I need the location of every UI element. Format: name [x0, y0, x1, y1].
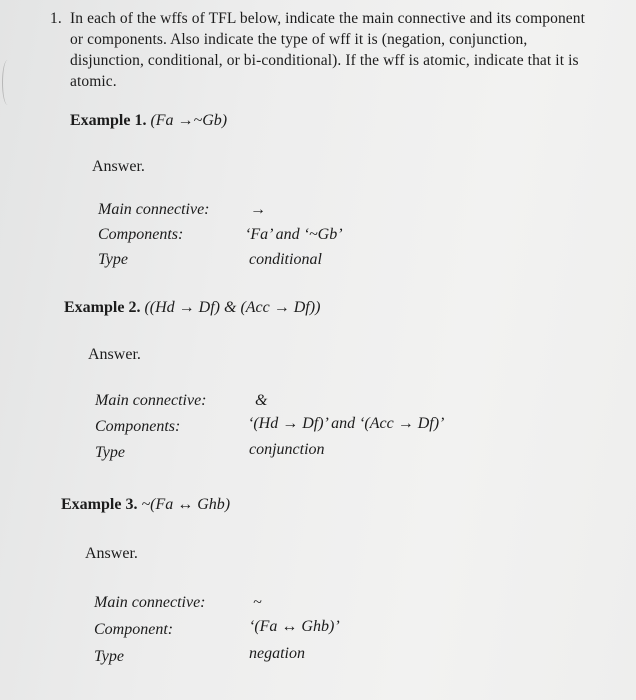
example-2-wff: ((Hd → Df) & (Acc → Df)) — [144, 299, 321, 316]
example-1-type-value: conditional — [249, 251, 322, 268]
example-1-type-label: Type — [98, 251, 128, 268]
question-number: 1. — [50, 10, 62, 27]
example-1-main-connective-value: → — [250, 201, 266, 218]
margin-pencil-mark — [2, 60, 13, 105]
example-2-type-label: Type — [95, 444, 125, 461]
example-3-component-label: Component: — [94, 621, 174, 638]
example-3-label: Example 3. — [61, 496, 138, 513]
example-3-title — [61, 496, 230, 514]
example-3-answer: Answer. — [85, 545, 138, 562]
example-3-main-connective-value: ~ — [253, 594, 262, 611]
example-3-component-value: ‘(Fa ↔ Ghb)’ — [249, 618, 340, 635]
example-1-title — [70, 112, 227, 130]
example-2-label: Example 2. — [64, 299, 141, 316]
example-1-main-connective-label: Main connective: — [98, 201, 210, 218]
example-2-components-value: ‘(Hd → Df)’ and ‘(Acc → Df)’ — [248, 415, 445, 432]
example-2-answer: Answer. — [88, 346, 141, 363]
example-2-title — [64, 299, 320, 317]
example-1-label: Example 1. — [70, 112, 147, 129]
example-3-wff: ~(Fa ↔ Ghb) — [141, 496, 231, 513]
question-1 — [50, 8, 602, 92]
example-3-type-value: negation — [249, 645, 305, 662]
example-2-main-connective-value: & — [255, 392, 268, 409]
example-1-components-value: ‘Fa’ and ‘~Gb’ — [245, 226, 343, 243]
example-3-main-connective-label: Main connective: — [94, 594, 206, 611]
example-1-wff: (Fa →~Gb) — [150, 112, 228, 129]
example-2-components-label: Components: — [95, 418, 181, 435]
example-1-components-label: Components: — [98, 226, 184, 243]
example-1-answer: Answer. — [92, 158, 145, 175]
example-3-type-label: Type — [94, 648, 124, 665]
question-text: In each of the wffs of TFL below, indicate the main connective and its component or components. Also indicate the type of wff it is (negation, conjunction, disjunction, conditional, or bi-conditional). If the wff is atomic, indicate that it is atomic. — [70, 10, 586, 90]
example-2-type-value: conjunction — [249, 441, 325, 458]
example-2-main-connective-label: Main connective: — [95, 392, 207, 409]
